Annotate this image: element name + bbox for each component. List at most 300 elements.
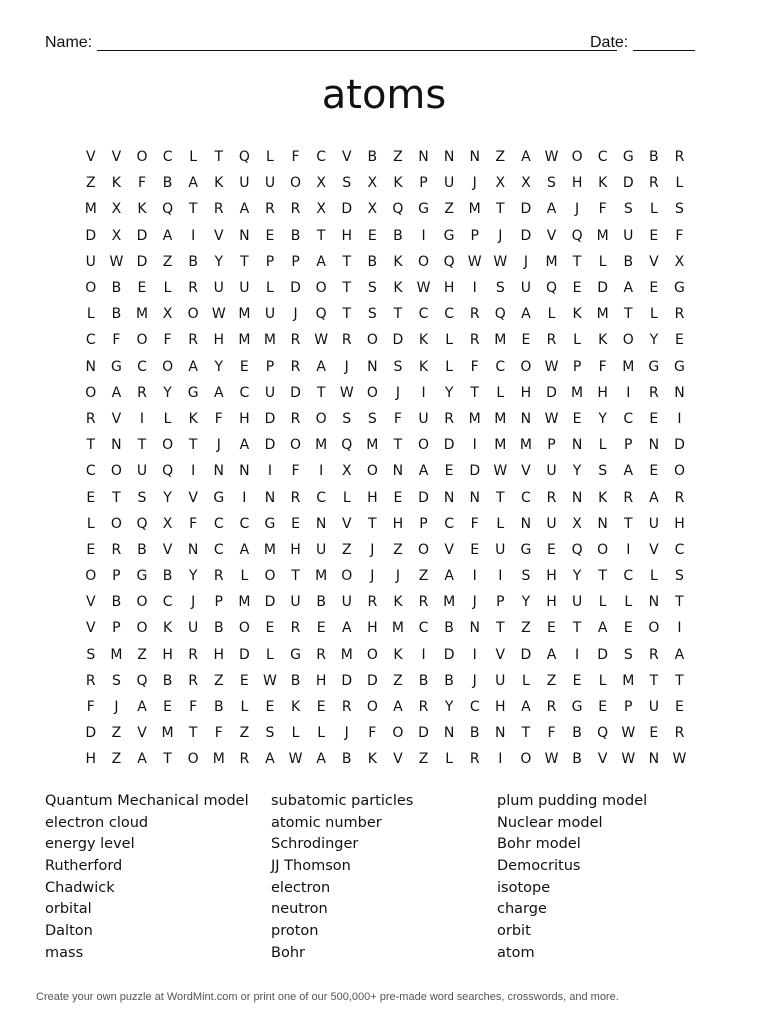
grid-cell: A xyxy=(341,620,352,637)
grid-cell: O xyxy=(110,515,122,532)
grid-cell: A xyxy=(674,646,685,663)
grid-cell: Z xyxy=(393,541,403,558)
grid-cell: F xyxy=(137,175,147,192)
grid-cell: I xyxy=(191,463,196,480)
grid-cell: M xyxy=(84,201,97,218)
grid-cell: Y xyxy=(521,594,531,611)
word-item: orbital xyxy=(45,901,92,918)
grid-cell: M xyxy=(519,437,532,454)
grid-cell: P xyxy=(547,437,556,454)
grid-cell: B xyxy=(572,751,582,768)
grid-cell: B xyxy=(572,725,582,742)
grid-cell: T xyxy=(188,725,198,742)
grid-cell: U xyxy=(495,672,506,689)
word-item: Schrodinger xyxy=(271,836,359,853)
grid-cell: U xyxy=(546,515,557,532)
grid-cell: E xyxy=(265,227,275,244)
grid-cell: R xyxy=(265,201,275,218)
grid-cell: A xyxy=(418,463,429,480)
word-item: proton xyxy=(271,923,319,940)
grid-cell: U xyxy=(341,594,352,611)
grid-cell: B xyxy=(137,541,147,558)
grid-cell: A xyxy=(162,227,173,244)
grid-cell: W xyxy=(672,751,687,768)
grid-cell: E xyxy=(137,280,147,297)
grid-cell: J xyxy=(575,201,580,218)
grid-cell: Q xyxy=(162,463,174,480)
page-title: atoms xyxy=(321,72,447,118)
grid-cell: M xyxy=(238,594,251,611)
word-item: electron cloud xyxy=(45,814,149,831)
grid-cell: Z xyxy=(111,751,122,768)
grid-cell: V xyxy=(495,646,506,663)
grid-cell: R xyxy=(418,699,429,716)
grid-cell: F xyxy=(393,410,402,427)
grid-cell: U xyxy=(648,699,659,716)
grid-cell: C xyxy=(213,515,224,532)
grid-cell: K xyxy=(111,175,121,192)
grid-cell: M xyxy=(494,332,507,349)
grid-cell: T xyxy=(188,201,198,218)
grid-cell: T xyxy=(368,515,377,532)
grid-cell: I xyxy=(472,437,477,454)
grid-cell: J xyxy=(344,725,349,742)
grid-cell: O xyxy=(187,306,199,323)
grid-cell: O xyxy=(392,725,404,742)
grid-cell: Z xyxy=(546,672,557,689)
grid-cell: C xyxy=(85,463,96,480)
grid-cell: P xyxy=(265,358,275,375)
grid-cell: P xyxy=(496,594,505,611)
word-item: energy level xyxy=(45,836,135,853)
grid-cell: N xyxy=(111,437,122,454)
word-item: Nuclear model xyxy=(497,814,603,831)
grid-cell: Y xyxy=(214,358,224,375)
grid-cell: J xyxy=(114,699,119,716)
grid-cell: R xyxy=(444,410,454,427)
grid-cell: U xyxy=(85,253,96,270)
grid-cell: K xyxy=(137,201,147,218)
grid-cell: N xyxy=(648,594,660,611)
grid-cell: A xyxy=(137,699,147,716)
grid-cell: C xyxy=(495,358,506,375)
grid-cell: A xyxy=(597,620,608,637)
grid-cell: D xyxy=(238,646,250,663)
grid-cell: R xyxy=(546,332,557,349)
grid-cell: Y xyxy=(572,568,582,585)
grid-cell: O xyxy=(290,175,302,192)
grid-cell: S xyxy=(623,646,633,663)
grid-cell: U xyxy=(213,280,224,297)
grid-cell: U xyxy=(264,175,276,192)
grid-cell: S xyxy=(137,489,147,506)
grid-cell: K xyxy=(393,594,403,611)
grid-cell: B xyxy=(290,227,301,244)
grid-cell: R xyxy=(418,594,429,611)
grid-cell: A xyxy=(239,437,250,454)
grid-cell: X xyxy=(316,175,326,192)
grid-cell: T xyxy=(240,253,249,270)
grid-cell: U xyxy=(418,410,429,427)
grid-cell: M xyxy=(340,646,353,663)
grid-cell: J xyxy=(216,437,221,454)
grid-cell: H xyxy=(239,410,250,427)
grid-cell: O xyxy=(571,149,583,166)
grid-cell: D xyxy=(469,463,481,480)
grid-cell: C xyxy=(239,515,250,532)
grid-cell: M xyxy=(366,437,379,454)
grid-cell: E xyxy=(316,699,326,716)
header xyxy=(45,32,697,56)
grid-cell: O xyxy=(136,620,148,637)
grid-cell: H xyxy=(443,280,455,297)
grid-cell: L xyxy=(266,149,274,166)
grid-cell: X xyxy=(162,515,173,532)
grid-cell: M xyxy=(263,541,276,558)
grid-cell: J xyxy=(293,306,298,323)
grid-cell: N xyxy=(392,463,404,480)
grid-cell: O xyxy=(418,437,430,454)
grid-cell: S xyxy=(367,306,377,323)
grid-cell: B xyxy=(444,620,454,637)
grid-cell: V xyxy=(137,725,147,742)
grid-cell: R xyxy=(85,410,96,427)
grid-cell: G xyxy=(674,358,685,375)
grid-cell: R xyxy=(316,646,326,663)
grid-cell: Q xyxy=(136,515,148,532)
grid-cell: O xyxy=(418,541,430,558)
grid-cell: H xyxy=(571,175,583,192)
grid-cell: S xyxy=(675,201,684,218)
grid-cell: U xyxy=(136,463,148,480)
grid-cell: G xyxy=(571,699,583,716)
grid-cell: A xyxy=(188,175,198,192)
grid-cell: Z xyxy=(239,725,250,742)
grid-cell: L xyxy=(547,306,556,323)
grid-cell: T xyxy=(521,725,531,742)
grid-cell: P xyxy=(470,227,479,244)
grid-cell: T xyxy=(393,306,403,323)
grid-cell: A xyxy=(546,201,557,218)
grid-cell: M xyxy=(494,437,507,454)
grid-cell: O xyxy=(520,358,532,375)
grid-cell: U xyxy=(443,175,455,192)
date-line xyxy=(633,50,695,51)
grid-cell: J xyxy=(523,253,528,270)
grid-cell: L xyxy=(649,306,658,323)
grid-cell: Z xyxy=(162,253,173,270)
grid-cell: H xyxy=(367,620,378,637)
grid-cell: H xyxy=(315,672,327,689)
grid-cell: E xyxy=(86,541,96,558)
grid-cell: D xyxy=(341,672,353,689)
grid-cell: Z xyxy=(495,149,506,166)
grid-cell: M xyxy=(596,227,609,244)
grid-cell: B xyxy=(469,725,480,742)
grid-cell: W xyxy=(263,672,277,689)
grid-cell: C xyxy=(213,541,224,558)
grid-cell: N xyxy=(418,149,429,166)
grid-cell: G xyxy=(110,358,122,375)
grid-cell: T xyxy=(86,437,96,454)
grid-cell: Z xyxy=(137,646,147,663)
grid-cell: N xyxy=(495,725,506,742)
grid-cell: B xyxy=(188,253,198,270)
grid-cell: C xyxy=(162,594,173,611)
grid-cell: V xyxy=(341,149,352,166)
grid-cell: L xyxy=(189,149,198,166)
grid-cell: G xyxy=(443,227,455,244)
grid-cell: F xyxy=(368,725,377,742)
grid-cell: K xyxy=(367,751,377,768)
grid-cell: I xyxy=(139,410,145,427)
grid-cell: E xyxy=(265,620,275,637)
grid-cell: B xyxy=(341,751,352,768)
grid-cell: Q xyxy=(315,306,327,323)
grid-cell: T xyxy=(188,437,198,454)
grid-cell: V xyxy=(86,620,96,637)
grid-cell: T xyxy=(163,751,172,768)
grid-cell: E xyxy=(163,699,172,716)
grid-cell: O xyxy=(136,594,148,611)
grid-cell: A xyxy=(111,384,122,401)
grid-cell: R xyxy=(469,332,480,349)
grid-cell: B xyxy=(111,594,122,611)
grid-cell: D xyxy=(264,410,276,427)
grid-cell: R xyxy=(137,384,147,401)
grid-cell: V xyxy=(86,594,96,611)
grid-cell: Z xyxy=(521,620,531,637)
grid-cell: B xyxy=(111,306,122,323)
grid-cell: A xyxy=(444,568,454,585)
grid-cell: V xyxy=(649,541,659,558)
grid-cell: E xyxy=(649,410,659,427)
grid-cell: C xyxy=(418,620,429,637)
grid-cell: V xyxy=(213,227,224,244)
grid-cell: E xyxy=(393,489,403,506)
grid-cell: K xyxy=(393,175,403,192)
grid-cell: M xyxy=(443,594,456,611)
grid-cell: I xyxy=(421,227,426,244)
grid-cell: O xyxy=(110,463,122,480)
grid-cell: R xyxy=(85,672,96,689)
grid-cell: M xyxy=(238,306,251,323)
grid-cell: Z xyxy=(418,568,429,585)
grid-cell: V xyxy=(188,489,198,506)
grid-cell: M xyxy=(315,437,328,454)
grid-cell: D xyxy=(418,489,429,506)
grid-cell: M xyxy=(212,751,225,768)
grid-cell: B xyxy=(290,672,301,689)
grid-cell: T xyxy=(137,437,147,454)
grid-cell: Y xyxy=(649,332,659,349)
grid-cell: M xyxy=(135,306,149,323)
grid-cell: W xyxy=(211,306,226,323)
grid-cell: S xyxy=(598,463,608,480)
grid-cell: O xyxy=(187,751,199,768)
grid-cell: K xyxy=(418,358,429,375)
grid-cell: H xyxy=(341,227,352,244)
grid-cell: H xyxy=(495,699,506,716)
grid-cell: W xyxy=(339,384,354,401)
grid-cell: H xyxy=(546,594,557,611)
grid-cell: B xyxy=(418,672,429,689)
word-item: neutron xyxy=(271,901,328,918)
grid-cell: B xyxy=(111,280,122,297)
grid-cell: K xyxy=(598,175,608,192)
word-item: Rutherford xyxy=(45,858,123,875)
grid-cell: Z xyxy=(213,672,224,689)
grid-cell: F xyxy=(214,410,223,427)
grid-cell: T xyxy=(342,253,352,270)
grid-cell: M xyxy=(110,646,123,663)
grid-cell: B xyxy=(367,253,378,270)
grid-cell: N xyxy=(469,620,480,637)
grid-cell: G xyxy=(136,568,148,585)
grid-cell: G xyxy=(418,201,429,218)
grid-cell: O xyxy=(264,568,276,585)
grid-cell: S xyxy=(342,175,352,192)
grid-cell: I xyxy=(421,646,426,663)
grid-cell: T xyxy=(291,568,300,585)
grid-cell: A xyxy=(316,253,326,270)
word-column xyxy=(45,791,271,965)
grid-cell: L xyxy=(266,646,274,663)
grid-cell: H xyxy=(392,515,404,532)
grid-cell: X xyxy=(367,201,378,218)
grid-cell: I xyxy=(575,646,580,663)
grid-cell: F xyxy=(470,358,479,375)
grid-cell: L xyxy=(240,699,249,716)
grid-cell: N xyxy=(367,358,378,375)
grid-cell: I xyxy=(472,646,477,663)
grid-cell: S xyxy=(495,280,505,297)
grid-cell: K xyxy=(393,253,403,270)
grid-cell: E xyxy=(316,620,326,637)
grid-cell: A xyxy=(316,358,326,375)
grid-cell: T xyxy=(470,384,479,401)
grid-cell: J xyxy=(370,541,375,558)
grid-cell: W xyxy=(109,253,124,270)
grid-cell: V xyxy=(521,463,531,480)
word-item: charge xyxy=(497,901,547,918)
grid-cell: S xyxy=(675,568,684,585)
grid-cell: T xyxy=(496,489,505,506)
grid-cell: O xyxy=(315,410,327,427)
grid-cell: B xyxy=(162,568,173,585)
grid-cell: R xyxy=(648,175,659,192)
grid-cell: E xyxy=(547,541,556,558)
grid-cell: T xyxy=(649,672,659,689)
grid-cell: P xyxy=(419,175,428,192)
grid-cell: L xyxy=(445,358,454,375)
grid-cell: Y xyxy=(444,699,454,716)
grid-cell: H xyxy=(290,541,301,558)
grid-cell: E xyxy=(547,620,556,637)
grid-cell: Q xyxy=(571,227,583,244)
grid-cell: Y xyxy=(214,253,224,270)
grid-cell: R xyxy=(623,489,634,506)
grid-cell: K xyxy=(393,280,403,297)
grid-cell: S xyxy=(342,410,352,427)
word-item: JJ Thomson xyxy=(271,858,351,875)
grid-cell: N xyxy=(315,515,327,532)
grid-cell: N xyxy=(674,384,685,401)
grid-cell: Z xyxy=(393,149,403,166)
grid-cell: Y xyxy=(163,489,172,506)
grid-cell: T xyxy=(623,515,633,532)
grid-cell: V xyxy=(546,227,557,244)
grid-cell: R xyxy=(290,201,301,218)
grid-cell: N xyxy=(648,437,660,454)
grid-cell: B xyxy=(162,175,173,192)
grid-cell: M xyxy=(391,620,404,637)
grid-cell: M xyxy=(468,201,481,218)
grid-cell: C xyxy=(674,541,685,558)
grid-cell: V xyxy=(444,541,454,558)
grid-cell: L xyxy=(163,280,172,297)
grid-cell: D xyxy=(674,437,685,454)
grid-cell: A xyxy=(137,751,147,768)
grid-cell: P xyxy=(265,253,275,270)
grid-cell: O xyxy=(366,699,378,716)
grid-cell: C xyxy=(521,489,531,506)
word-item: atom xyxy=(497,944,535,961)
grid-cell: N xyxy=(469,149,480,166)
grid-cell: J xyxy=(191,594,196,611)
grid-cell: G xyxy=(213,489,225,506)
grid-cell: I xyxy=(498,568,503,585)
grid-cell: R xyxy=(213,201,224,218)
grid-cell: T xyxy=(496,620,505,637)
grid-cell: A xyxy=(521,149,531,166)
grid-cell: V xyxy=(86,149,96,166)
grid-cell: R xyxy=(648,384,659,401)
word-item: Quantum Mechanical model xyxy=(45,793,249,809)
grid-cell: N xyxy=(443,149,455,166)
grid-cell: L xyxy=(496,384,505,401)
grid-cell: B xyxy=(162,672,173,689)
grid-cell: A xyxy=(316,751,326,768)
grid-cell: Q xyxy=(571,541,583,558)
grid-cell: R xyxy=(239,751,250,768)
grid-cell: J xyxy=(472,672,477,689)
grid-cell: R xyxy=(213,568,224,585)
grid-cell: N xyxy=(213,463,224,480)
grid-cell: L xyxy=(240,568,249,585)
grid-cell: Q xyxy=(443,253,455,270)
grid-cell: M xyxy=(161,725,174,742)
grid-cell: M xyxy=(571,384,584,401)
grid-cell: G xyxy=(290,646,301,663)
grid-cell: K xyxy=(290,699,301,716)
grid-cell: J xyxy=(472,594,477,611)
grid-cell: O xyxy=(366,384,378,401)
grid-cell: E xyxy=(623,620,633,637)
grid-cell: H xyxy=(213,646,225,663)
grid-cell: Y xyxy=(598,410,607,427)
grid-cell: K xyxy=(598,489,608,506)
grid-cell: N xyxy=(469,489,480,506)
word-item: electron xyxy=(271,879,331,896)
grid-cell: C xyxy=(418,306,429,323)
grid-cell: N xyxy=(571,437,583,454)
grid-cell: E xyxy=(675,332,684,349)
grid-cell: L xyxy=(675,175,684,192)
grid-cell: K xyxy=(418,332,429,349)
grid-cell: T xyxy=(598,568,607,585)
grid-cell: Q xyxy=(162,201,174,218)
